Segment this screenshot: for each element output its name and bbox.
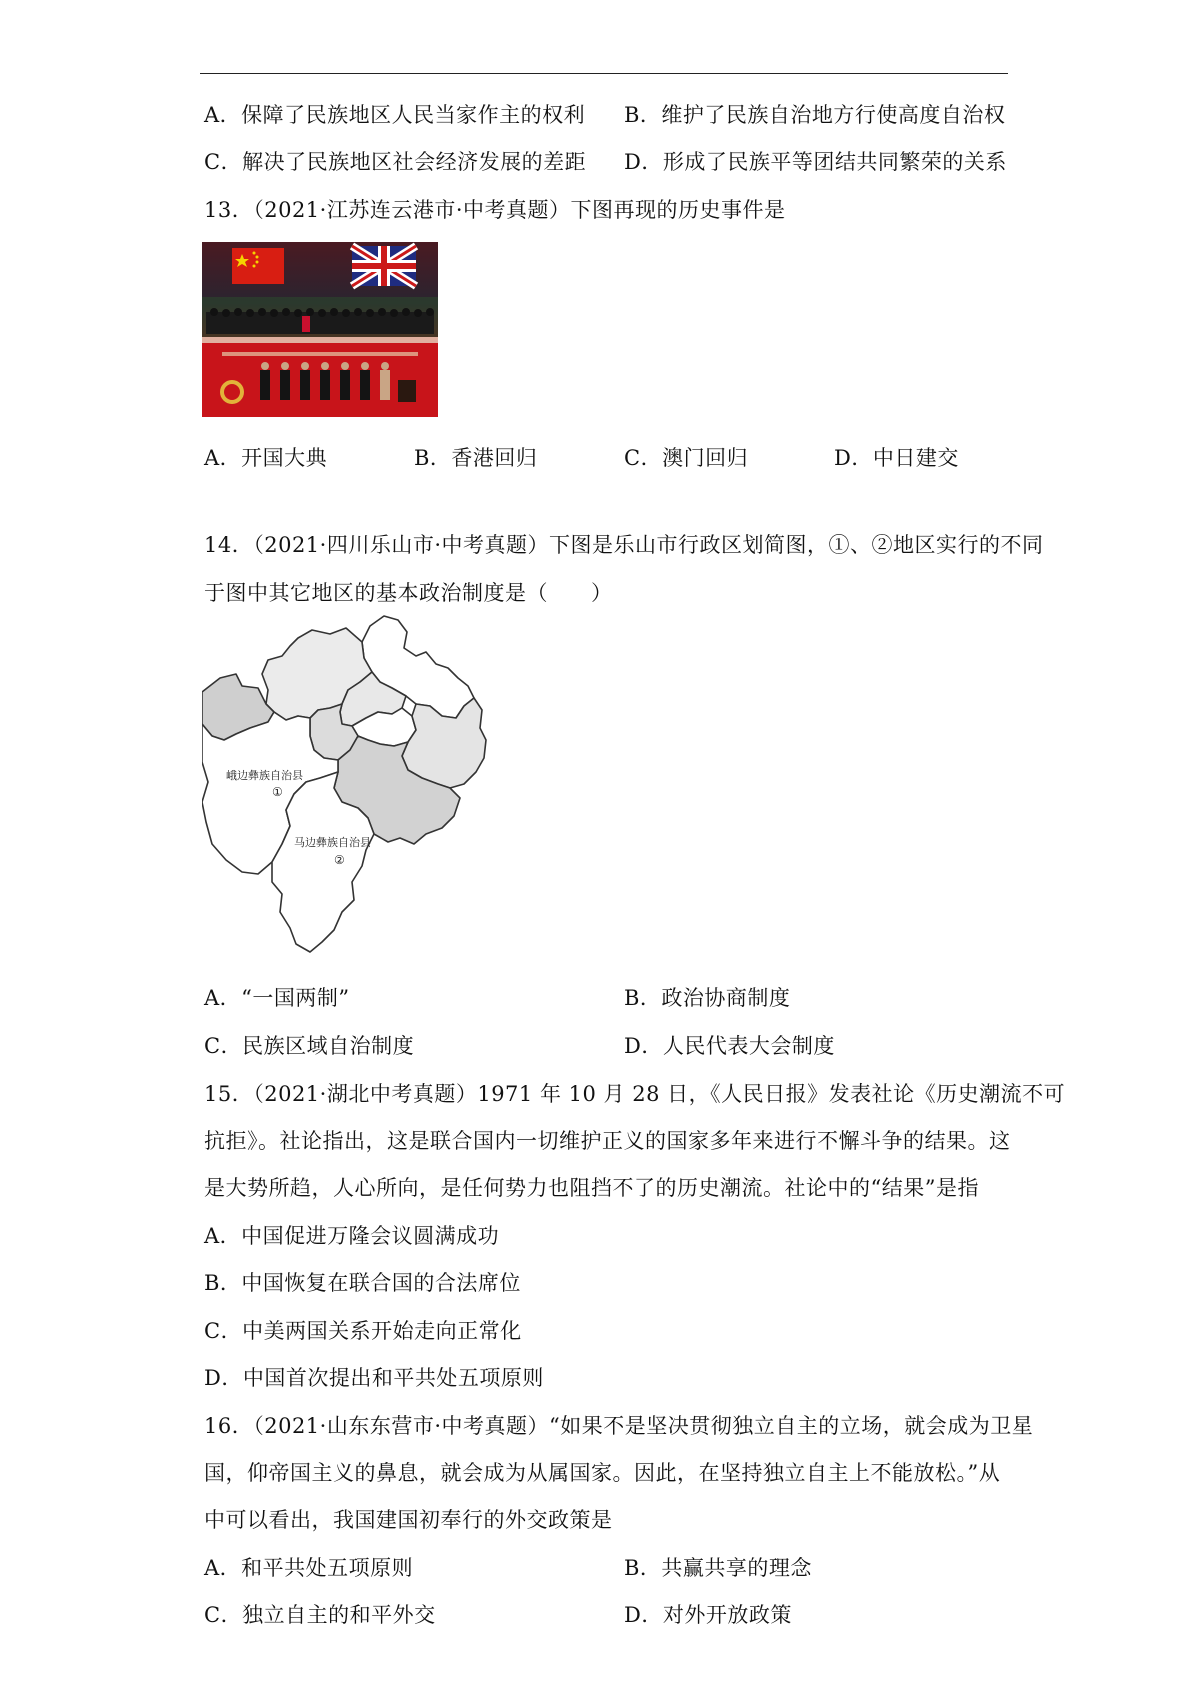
q16-stem-line2: 国，仰帝国主义的鼻息，就会成为从属国家。因此，在坚持独立自主上不能放松。”从 (204, 1461, 1001, 1485)
prc-flag-icon (232, 248, 284, 284)
q15-stem-line1: 15．（2021·湖北中考真题）1971 年 10 月 28 日，《人民日报》发表社论《历史潮流不可 (204, 1082, 1066, 1106)
q16-option-b: B．共赢共享的理念 (624, 1556, 812, 1580)
uk-flag-icon (352, 246, 416, 286)
q12-option-b: B．维护了民族自治地方行使高度自治权 (624, 103, 1006, 127)
q15-option-b: B．中国恢复在联合国的合法席位 (204, 1271, 521, 1295)
map-label-ebian: 峨边彝族自治县 (226, 769, 303, 782)
q15-option-c: C．中美两国关系开始走向正常化 (204, 1319, 522, 1343)
q15-stem-line3: 是大势所趋，人心所向，是任何势力也阻挡不了的历史潮流。社论中的“结果”是指 (204, 1176, 979, 1200)
q16-option-c: C．独立自主的和平外交 (204, 1603, 436, 1627)
q16-option-d: D．对外开放政策 (624, 1603, 792, 1627)
q14-stem-line1: 14．（2021·四川乐山市·中考真题）下图是乐山市行政区划简图，①、②地区实行的不同 (204, 533, 1044, 557)
q16-stem-line3: 中可以看出，我国建国初奉行的外交政策是 (204, 1508, 613, 1532)
map-num-1: ① (272, 785, 283, 799)
header-rule (200, 73, 1008, 74)
q13-option-b: B．香港回归 (414, 446, 538, 470)
q13-option-c: C．澳门回归 (624, 446, 749, 470)
q13-option-a: A．开国大典 (204, 446, 328, 470)
map-num-2: ② (334, 853, 345, 867)
q15-option-a: A．中国促进万隆会议圆满成功 (204, 1224, 500, 1248)
q14-option-b: B．政治协商制度 (624, 986, 791, 1010)
q16-option-a: A．和平共处五项原则 (204, 1556, 414, 1580)
q15-option-d: D．中国首次提出和平共处五项原则 (204, 1366, 544, 1390)
q12-option-d: D．形成了民族平等团结共同繁荣的关系 (624, 150, 1007, 174)
q14-option-c: C．民族区域自治制度 (204, 1034, 415, 1058)
leshan-district-map (202, 612, 532, 957)
q14-stem-line2: 于图中其它地区的基本政治制度是（ ） (204, 581, 613, 605)
q12-option-c: C．解决了民族地区社会经济发展的差距 (204, 150, 587, 174)
q14-option-a: A．“一国两制” (204, 986, 350, 1010)
q16-stem-line1: 16．（2021·山东东营市·中考真题）“如果不是坚决贯彻独立自主的立场，就会成为卫星 (204, 1414, 1034, 1438)
q15-stem-line2: 抗拒》。社论指出，这是联合国内一切维护正义的国家多年来进行不懈斗争的结果。这 (204, 1129, 1011, 1153)
national-emblem-icon (220, 380, 244, 404)
q12-option-a: A．保障了民族地区人民当家作主的权利 (204, 103, 586, 127)
q14-option-d: D．人民代表大会制度 (624, 1034, 835, 1058)
map-label-mabian: 马边彝族自治县 (294, 836, 371, 849)
handover-ceremony-photo (202, 242, 438, 417)
q13-stem: 13．（2021·江苏连云港市·中考真题）下图再现的历史事件是 (204, 198, 786, 222)
q13-option-d: D．中日建交 (834, 446, 959, 470)
